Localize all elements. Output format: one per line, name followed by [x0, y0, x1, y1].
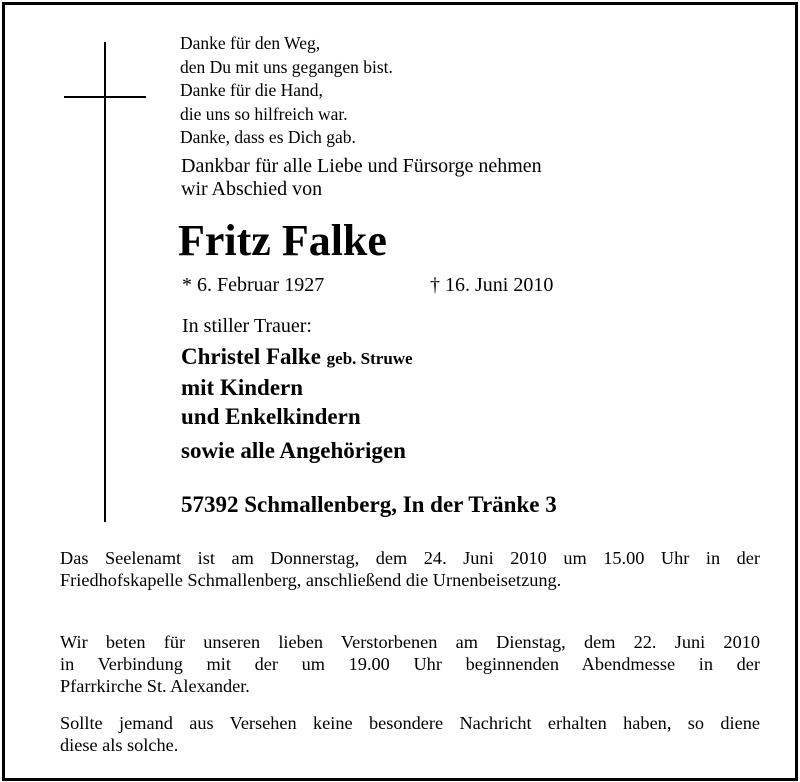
- poem-line: Danke, dass es Dich gab.: [180, 127, 356, 147]
- intro-line: wir Abschied von: [181, 178, 323, 200]
- paragraph-line: Das Seelenamt ist am Donnerstag, dem 24. Juni 2010 um 15.00 Uhr in der: [60, 548, 760, 568]
- family-block: [181, 342, 413, 431]
- spouse-line: [181, 342, 413, 373]
- relatives: sowie alle Angehörigen: [181, 438, 406, 463]
- paragraph-line: Pfarrkirche St. Alexander.: [60, 676, 250, 696]
- cross-icon-bar: [64, 96, 146, 98]
- poem-line: die uns so hilfreich war.: [180, 103, 348, 124]
- family-line: und Enkelkindern: [181, 404, 361, 429]
- poem-line: Danke für die Hand,: [180, 80, 323, 100]
- poem: [180, 32, 393, 150]
- paragraph-line: Friedhofskapelle Schmallenberg, anschließend die Urnenbeisetzung.: [60, 570, 562, 590]
- paragraph-line: Sollte jemand aus Versehen keine besondere Nachricht erhalten haben, so diene: [60, 713, 760, 733]
- birth-date: * 6. Februar 1927: [182, 274, 325, 296]
- address: 57392 Schmallenberg, In der Tränke 3: [181, 492, 557, 517]
- mourning-label: In stiller Trauer:: [182, 315, 312, 337]
- paragraph-notice: [60, 712, 760, 756]
- poem-line: den Du mit uns gegangen bist.: [180, 56, 393, 77]
- deceased-name: Fritz Falke: [178, 216, 387, 265]
- paragraph-funeral-mass: [60, 547, 760, 591]
- paragraph-line: diese als solche.: [60, 735, 179, 755]
- family-line: mit Kindern: [181, 375, 304, 400]
- maiden-name: geb. Struwe: [326, 349, 413, 368]
- intro-line: Dankbar für alle Liebe und Fürsorge nehmen: [181, 155, 542, 177]
- paragraph-prayer: [60, 631, 760, 697]
- paragraph-line: in Verbindung mit der um 19.00 Uhr beginnenden Abendmesse in der: [60, 654, 760, 674]
- paragraph-line: Wir beten für unseren lieben Verstorbenen am Dienstag, dem 22. Juni 2010: [60, 632, 760, 652]
- poem-line: Danke für den Weg,: [180, 33, 321, 53]
- cross-icon: [104, 42, 106, 522]
- intro-text: [181, 155, 542, 201]
- spouse-name: Christel Falke: [181, 344, 321, 369]
- death-date: † 16. Juni 2010: [430, 274, 554, 296]
